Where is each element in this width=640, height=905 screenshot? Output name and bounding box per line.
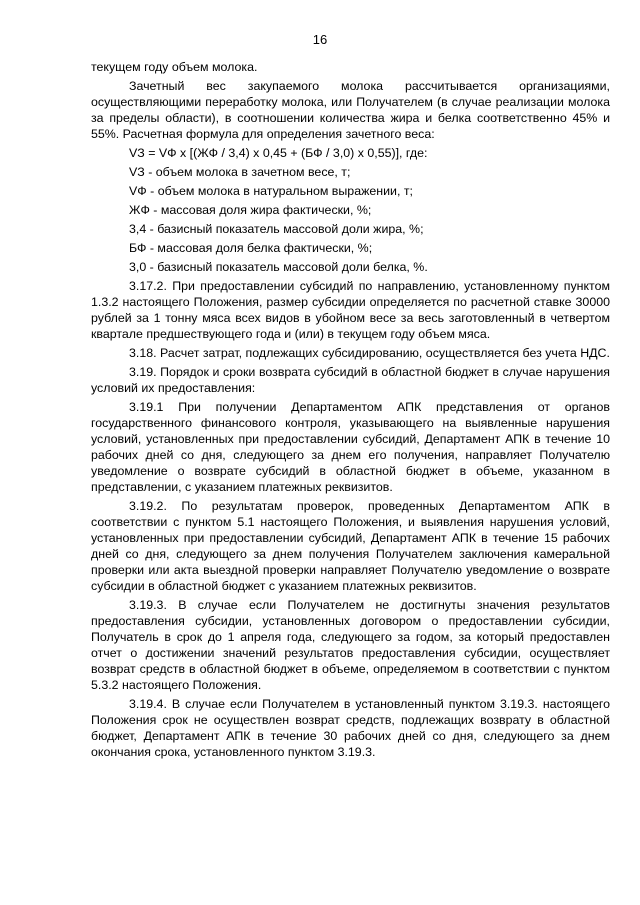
paragraph-3-19-1: 3.19.1 При получении Департаментом АПК представления от органов государственного финансового контроля, указывающего на выявленные нарушения условий, установленных при предоставлении субсидий, Департамент АПК в течение 10 рабочих дней со дня, следующего за днем его получения, направляет Получателю уведомление о возврате субсидий в областной бюджет в объеме, указанном в представлении, с указанием платежных реквизитов. bbox=[91, 400, 610, 494]
paragraph-3-19-3: 3.19.3. В случае если Получателем не достигнуты значения результатов предоставления субсидии, установленных договором о предоставлении субсидии, Получатель в срок до 1 апреля года, следующего за годом, за который предоставлен отчет о достижении значений результатов предоставления субсидии, осуществляет возврат средств в областной бюджет в объеме, определяемом в соответствии с пунктом 5.3.2 настоящего Положения. bbox=[91, 598, 610, 692]
formula-definition-zhf: ЖФ - массовая доля жира фактически, %; bbox=[129, 203, 372, 217]
formula-definition-fat-base: 3,4 - базисный показатель массовой доли жира, %; bbox=[129, 222, 424, 236]
paragraph-3-18: 3.18. Расчет затрат, подлежащих субсидированию, осуществляется без учета НДС. bbox=[129, 346, 610, 360]
paragraph-continuation: текущем году объем молока. bbox=[91, 60, 258, 74]
document-body bbox=[91, 59, 610, 763]
formula-definition-bf: БФ - массовая доля белка фактически, %; bbox=[129, 241, 373, 255]
paragraph-3-17-2: 3.17.2. При предоставлении субсидий по направлению, установленному пунктом 1.3.2 настоящего Положения, размер субсидии определяется по расчетной ставке 30000 рублей за 1 тонну мяса всех видов в убойном весе за весь заготовленный в четвертом квартале предшествующего года и (или) в текущем году объем мяса. bbox=[91, 279, 610, 341]
formula-definition-protein-base: 3,0 - базисный показатель массовой доли белка, %. bbox=[129, 260, 428, 274]
paragraph-3-19-4: 3.19.4. В случае если Получателем в установленный пунктом 3.19.3. настоящего Положения срок не осуществлен возврат средств, подлежащих возврату в областной бюджет, Департамент АПК в течение 30 рабочих дней со дня, следующего за днем окончания срока, установленного пунктом 3.19.3. bbox=[91, 697, 610, 759]
paragraph-3-19: 3.19. Порядок и сроки возврата субсидий в областной бюджет в случае нарушения условий их предоставления: bbox=[91, 365, 610, 395]
formula-definition-vf: VФ - объем молока в натуральном выражении, т; bbox=[129, 184, 413, 198]
page-number: 16 bbox=[312, 32, 328, 47]
paragraph-3-19-2: 3.19.2. По результатам проверок, проведенных Департаментом АПК в соответствии с пунктом 5.1 настоящего Положения, и выявления нарушения условий, установленных при предоставлении субсидий, Департамент АПК в течение 15 рабочих дней со дня, следующего за днем получения Получателем заключения камеральной проверки или акта выездной проверки направляет Получателю уведомление о возврате субсидии в областной бюджет с указанием платежных реквизитов. bbox=[91, 499, 610, 593]
formula-line: VЗ = VФ х [(ЖФ / 3,4) х 0,45 + (БФ / 3,0) х 0,55)], где: bbox=[129, 146, 428, 160]
formula-definition-v3: VЗ - объем молока в зачетном весе, т; bbox=[129, 165, 351, 179]
paragraph-milk-weight: Зачетный вес закупаемого молока рассчитывается организациями, осуществляющими переработку молока, или Получателем (в случае реализации молока за пределы области), в соотношении количества жира и белка соответственно 45% и 55%. Расчетная формула для определения зачетного веса: bbox=[91, 79, 610, 141]
